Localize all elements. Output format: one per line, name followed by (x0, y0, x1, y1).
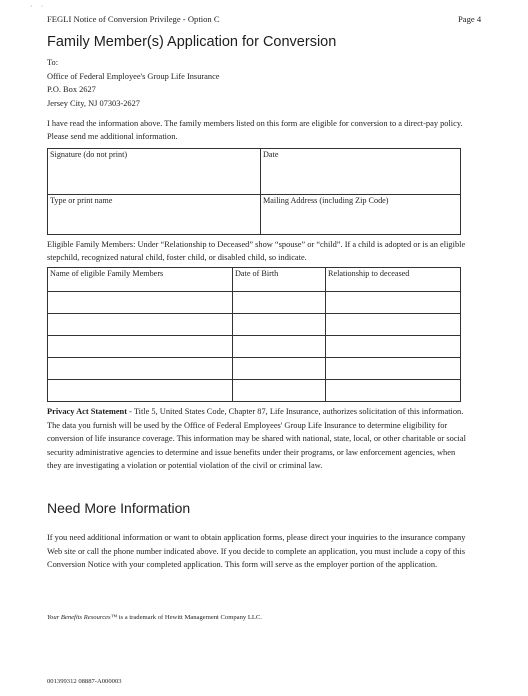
relationship-cell[interactable] (326, 314, 461, 336)
print-name-label: Type or print name (50, 196, 113, 205)
need-more-heading: Need More Information (47, 500, 191, 516)
address-line-3: Jersey City, NJ 07303-2627 (47, 98, 140, 108)
relationship-cell[interactable] (326, 336, 461, 358)
mailing-address-label: Mailing Address (including Zip Code) (263, 196, 389, 205)
dob-cell[interactable] (233, 314, 326, 336)
date-label: Date (263, 150, 279, 159)
intro-paragraph: I have read the information above. The family members listed on this form are eligible for conversion to a direct-pay policy. Please send me additional information. (47, 119, 463, 141)
eligible-members-instructions: Eligible Family Members: Under “Relationship to Deceased” show “spouse” or “child”. If a child is adopted or is an eligible stepchild, recognized natural child, foster child, or disabled child, so indicate. (47, 240, 466, 262)
document-code: 001399312 08887-A000003 (47, 678, 122, 685)
table-row (48, 314, 461, 336)
relationship-cell[interactable] (326, 292, 461, 314)
column-header-name: Name of eligible Family Members (48, 268, 233, 292)
signature-label: Signature (do not print) (50, 150, 128, 159)
column-header-dob: Date of Birth (233, 268, 326, 292)
relationship-cell[interactable] (326, 380, 461, 402)
trademark-brand: Your Benefits Resources™ (47, 614, 118, 621)
signature-table (47, 148, 461, 235)
dob-cell[interactable] (233, 380, 326, 402)
address-line-2: P.O. Box 2627 (47, 85, 96, 94)
scan-mark: · · (30, 2, 47, 11)
name-cell[interactable] (48, 292, 233, 314)
name-cell[interactable] (48, 336, 233, 358)
signature-field[interactable] (48, 149, 261, 195)
table-row (48, 380, 461, 402)
dob-cell[interactable] (233, 336, 326, 358)
privacy-label: Privacy Act Statement (47, 407, 127, 416)
print-name-field[interactable] (48, 195, 261, 235)
table-row (48, 336, 461, 358)
dob-cell[interactable] (233, 358, 326, 380)
mailing-address-field[interactable] (261, 195, 461, 235)
table-row (48, 358, 461, 380)
privacy-text: - Title 5, United States Code, Chapter 87, Life Insurance, authorizes solicitation of this information. The data you furnish will be used by the Office of Federal Employees' Group Life Insurance to determine eligibility for conversion of life insurance coverage. This information may be shared with national, state, local, or other charitable or social security administrative agencies to determine and issue benefits under their programs, or law enforcement agencies, when they are investigating a violation or potential violation of the civil or criminal law. (47, 407, 466, 470)
name-cell[interactable] (48, 358, 233, 380)
relationship-cell[interactable] (326, 358, 461, 380)
header-title: FEGLI Notice of Conversion Privilege - Option C (47, 14, 220, 24)
trademark-text: is a trademark of Hewitt Management Company LLC. (117, 614, 262, 621)
form-title: Family Member(s) Application for Conversion (47, 34, 337, 50)
date-field[interactable] (261, 149, 461, 195)
family-members-table (47, 267, 461, 402)
privacy-act-statement (47, 405, 467, 473)
column-header-relationship: Relationship to deceased (326, 268, 461, 292)
address-line-1: Office of Federal Employee's Group Life Insurance (47, 71, 220, 81)
table-row (48, 292, 461, 314)
dob-cell[interactable] (233, 292, 326, 314)
address-to: To: (47, 58, 59, 67)
name-cell[interactable] (48, 314, 233, 336)
need-more-paragraph: If you need additional information or want to obtain application forms, please direct your inquiries to the insurance company Web site or call the phone number indicated above. If you decide to complete an application, you must include a copy of this Conversion Notice with your completed application. This form will serve as the employer portion of the application. (47, 533, 466, 569)
name-cell[interactable] (48, 380, 233, 402)
trademark-note (47, 614, 262, 621)
page-number: Page 4 (458, 14, 482, 24)
recipient-address (47, 56, 220, 110)
